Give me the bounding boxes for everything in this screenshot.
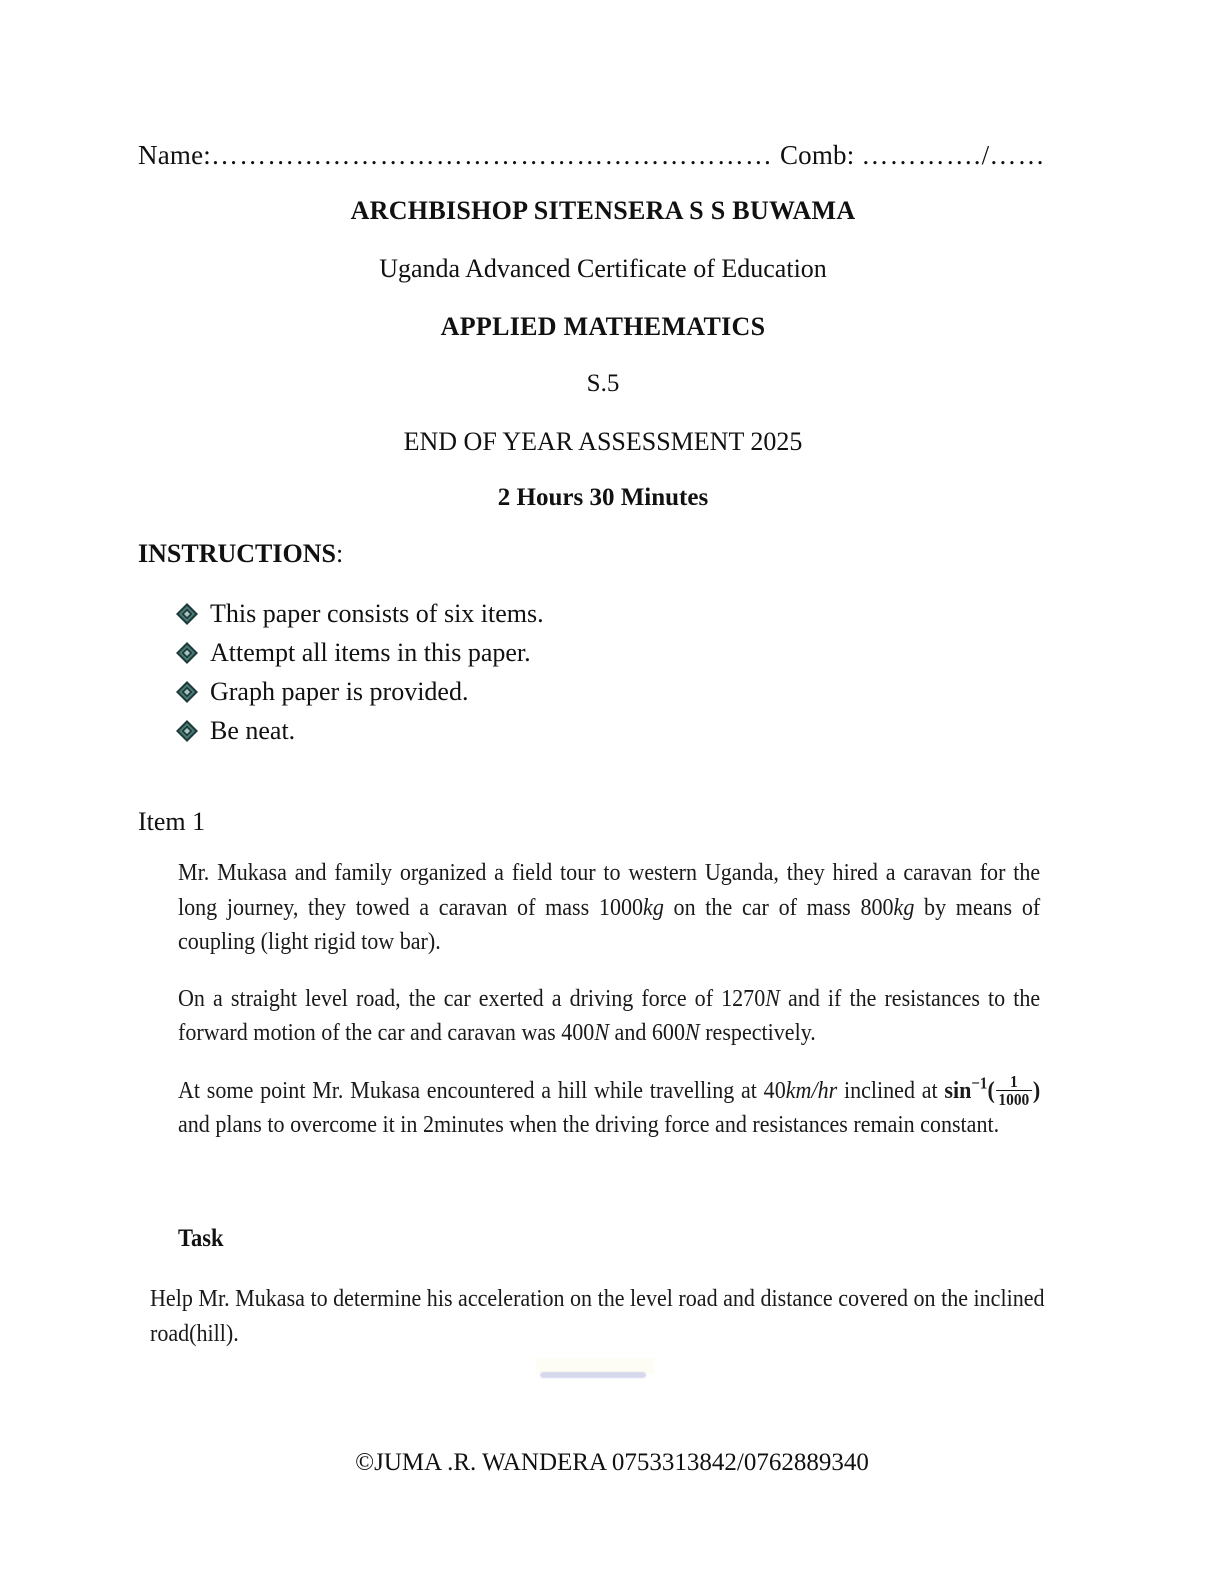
diamond-bullet-icon — [176, 642, 198, 664]
item-label: Item 1 — [138, 807, 206, 836]
p3-unit-kmhr: km/hr — [785, 1076, 838, 1104]
p2-text-c: and 600 — [609, 1019, 685, 1046]
p2-text-b: and if the resistances to the forward motion of the car and caravan was 400 — [178, 984, 1041, 1046]
name-comb-line — [138, 138, 1068, 172]
school-name: ARCHBISHOP SITENSERA S S BUWAMA — [350, 196, 856, 225]
instruction-text: This paper consists of six items. — [210, 599, 544, 628]
instructions-title-colon: : — [335, 539, 344, 568]
p1-text-c: by means of coupling (light rigid tow bar). — [178, 893, 1041, 955]
list-item — [176, 636, 876, 672]
item-paragraph-1 — [178, 856, 1040, 960]
list-item — [176, 714, 876, 750]
class-level: S.5 — [586, 370, 620, 397]
comb-separator: / — [981, 140, 990, 170]
task-heading: Task — [178, 1225, 224, 1252]
fraction-one-over-thousand — [996, 1073, 1032, 1109]
p1-unit-kg-1: kg — [643, 893, 664, 921]
paren-close: ) — [1032, 1076, 1041, 1104]
p2-text-d: respectively. — [699, 1019, 816, 1046]
arcsin-exponent: −1 — [971, 1073, 988, 1093]
diamond-bullet-icon — [176, 603, 198, 625]
paren-open: ( — [987, 1076, 995, 1104]
paper-heading-block — [138, 196, 1068, 513]
diamond-bullet-icon — [176, 720, 198, 742]
item-body — [178, 856, 1040, 1165]
instruction-text: Attempt all items in this paper. — [210, 638, 531, 667]
diamond-bullet-icon — [176, 681, 198, 703]
p3-text-b: inclined at — [837, 1076, 945, 1104]
p2-unit-n-3: N — [684, 1019, 700, 1046]
p2-unit-n-1: N — [765, 984, 780, 1012]
duration-label: 2 Hours 30 Minutes — [497, 484, 709, 511]
p1-text-a: Mr. Mukasa and family organized a field tour to western Uganda, they hired a caravan for the long journey, they towed a caravan of mass 1000 — [178, 859, 1041, 921]
list-item — [176, 675, 876, 711]
comb-dots-2: …… — [989, 140, 1046, 170]
list-item — [176, 597, 876, 633]
p2-unit-n-2: N — [594, 1019, 610, 1046]
instructions-title — [138, 538, 343, 570]
name-label: Name: — [138, 140, 211, 170]
p3-text-a: At some point Mr. Mukasa encountered a hill while travelling at 40 — [178, 1076, 786, 1104]
assessment-title: END OF YEAR ASSESSMENT 2025 — [403, 427, 803, 456]
p2-text-a: On a straight level road, the car exerted a driving force of 1270 — [178, 984, 766, 1012]
name-dots: …………………………………………………… — [210, 140, 773, 170]
p3-text-c: and plans to overcome it in 2minutes when the driving force and resistances remain constant. — [178, 1111, 1000, 1139]
item-paragraph-2 — [178, 982, 1040, 1051]
p1-text-b: on the car of mass 800 — [663, 893, 894, 921]
instruction-text: Graph paper is provided. — [210, 677, 469, 706]
instructions-title-text: INSTRUCTIONS — [138, 539, 336, 568]
item-paragraph-3 — [178, 1073, 1040, 1143]
comb-dots-1: …………. — [861, 140, 982, 170]
fraction-denominator: 1000 — [996, 1090, 1032, 1108]
arcsin-function-name: sin — [944, 1076, 972, 1104]
footer-credit: ©JUMA .R. WANDERA 0753313842/0762889340 — [355, 1449, 869, 1476]
task-paragraph: Help Mr. Mukasa to determine his acceleration on the level road and distance covered on the inclined road(hill). — [150, 1285, 1045, 1347]
examination-board: Uganda Advanced Certificate of Education — [379, 254, 827, 283]
comb-label: Comb: — [779, 140, 855, 170]
instruction-text: Be neat. — [210, 716, 296, 745]
fraction-numerator: 1 — [1009, 1071, 1018, 1091]
task-body — [150, 1282, 1050, 1351]
scan-artifact-bar — [540, 1372, 646, 1378]
subject-title: APPLIED MATHEMATICS — [440, 312, 766, 341]
p1-unit-kg-2: kg — [893, 893, 915, 921]
instructions-list — [176, 597, 876, 753]
